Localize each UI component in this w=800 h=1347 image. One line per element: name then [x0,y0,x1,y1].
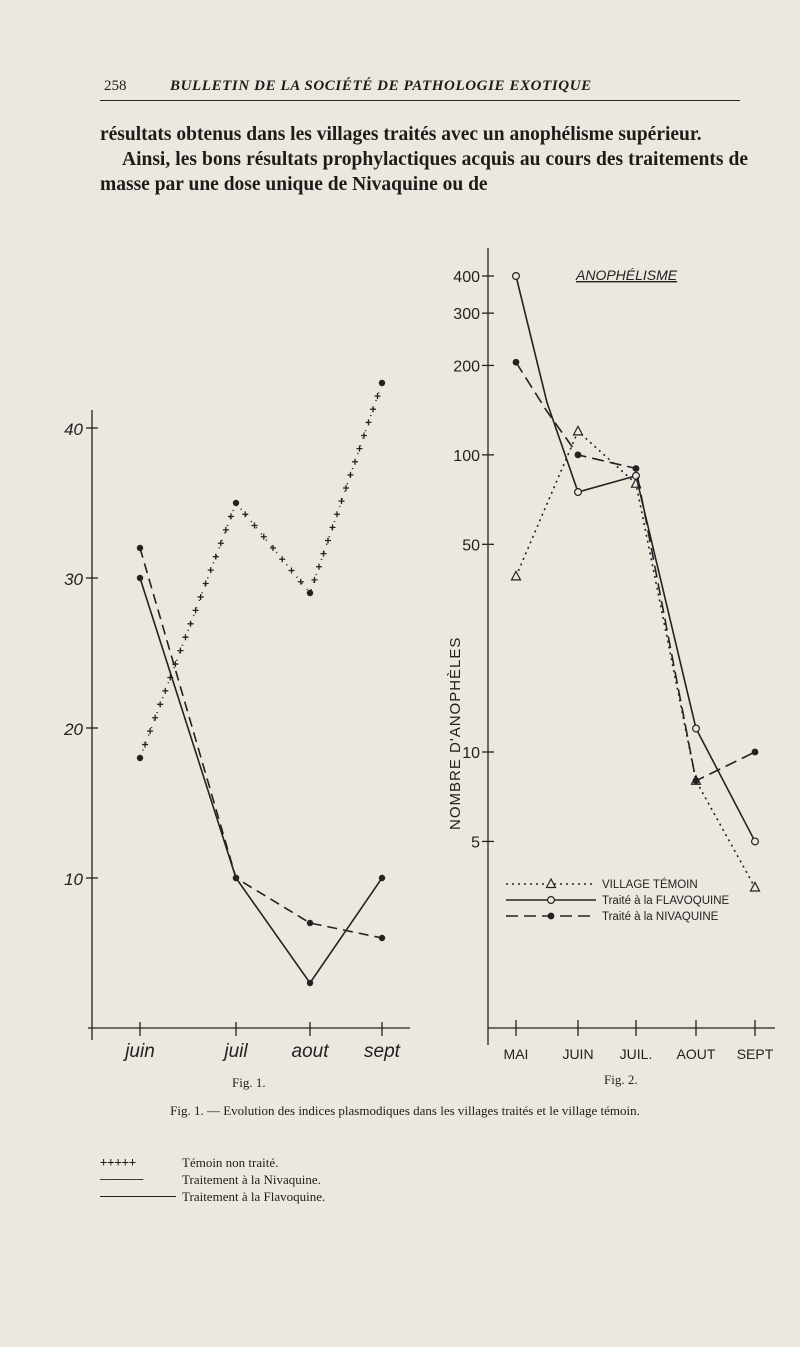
fig1-data-point [379,380,385,386]
fig1-data-point [379,935,385,941]
fig2-open-circle-marker [575,489,582,496]
fig1-series-line [140,383,382,758]
fig1-cross-marker [321,551,327,557]
fig1-yticks [63,420,98,889]
fig1-cross-marker [279,556,285,562]
fig2-triangle-marker [574,426,583,435]
fig2-legend [506,878,730,923]
fig1-cross-marker [152,715,158,721]
fig1-label: Fig. 1. [232,1075,266,1090]
fig2-filled-circle-marker [633,465,640,472]
fig2-series-line [516,276,755,841]
fig2-xtick-label: JUIN [562,1046,594,1062]
fig1-cross-marker [203,581,209,587]
fig1-data-point [233,875,239,881]
fig1-cross-marker [270,545,276,551]
fig1-cross-marker [343,485,349,491]
fig1-cross-marker [370,406,376,412]
fig1-cross-marker [198,594,204,600]
fig2-ytick-label: 10 [462,745,480,762]
fig1-cross-marker [142,742,148,748]
fig1-cross-marker [162,688,168,694]
fig1-data-point [137,575,143,581]
body-paragraph-1: résultats obtenus dans les villages traités avec un anophélisme supérieur. [100,124,702,145]
fig1-data-point [307,980,313,986]
fig1-xtick-label: juil [224,1041,248,1062]
page-number: 258 [104,78,127,94]
fig2-filled-circle-marker [752,749,759,756]
fig2-filled-circle-marker [575,451,582,458]
fig2-axes [488,248,775,1045]
fig2-ytick-label: 100 [453,447,480,465]
fig1-cross-marker [357,446,363,452]
fig1-ytick-label: 40 [64,420,83,439]
fig2-label: Fig. 2. [604,1072,638,1087]
fig2-triangle-marker [512,571,521,580]
fig2-legend-filled-circle [548,913,555,920]
fig1-data-point [307,920,313,926]
fig1-legend-row-control [100,1154,325,1171]
fig1-legend-row-flavoquine [100,1188,325,1205]
fig1-data-point [307,590,313,596]
fig1-cross-marker [330,524,336,530]
fig2-legend-label: VILLAGE TÉMOIN [602,879,698,891]
fig2-ytick-label: 400 [453,269,480,286]
fig2-open-circle-marker [752,838,759,845]
fig2-xtick-label: JUIL. [619,1046,653,1062]
legend-symbol-solid-line [100,1196,176,1197]
fig1-cross-marker [157,701,163,707]
fig1-cross-marker [213,554,219,560]
fig1-cross-marker [312,577,318,583]
journal-title: BULLETIN DE LA SOCIÉTÉ DE PATHOLOGIE EXOTIQUE [170,78,592,94]
fig2-xtick-label: AOUT [676,1046,716,1062]
fig1-cross-marker [147,728,153,734]
fig2-series [512,273,760,891]
fig2-open-circle-marker [513,273,520,280]
fig2-xtick-label: MAI [503,1046,529,1062]
fig2-ytick-label: 200 [453,358,480,376]
fig1-cross-marker [348,472,354,478]
legend-symbol-dashes: —————— [100,1172,144,1186]
fig1-cross-marker [366,419,372,425]
fig1-cross-marker [193,607,199,613]
fig1-cross-marker [298,579,304,585]
legend-label-nivaquine: Traitement à la Nivaquine. [182,1172,321,1187]
fig1-xtick-label: aout [291,1041,329,1062]
fig1-cross-marker [177,648,183,654]
fig1-cross-marker [361,433,367,439]
fig1-xtick-label: juin [125,1041,155,1062]
fig1-ytick-label: 10 [64,870,83,889]
fig1-cross-marker [289,568,295,574]
fig2-filled-circle-marker [693,777,700,784]
fig1-data-point [379,875,385,881]
fig1-cross-marker [339,498,345,504]
fig2-xticks [504,1020,774,1062]
legend-label-control: Témoin non traité. [182,1155,279,1170]
fig2-legend-label: Traité à la NIVAQUINE [602,911,719,923]
fig1-legend-row-nivaquine [100,1171,325,1188]
fig1-cross-marker [261,534,267,540]
fig1-data-point [233,500,239,506]
fig2-xtick-label: SEPT [736,1046,774,1062]
fig1-cross-marker [334,511,340,517]
fig1-series-line [140,578,382,983]
fig1-ytick-label: 20 [64,720,83,739]
fig1-cross-marker [325,538,331,544]
fig1-ytick-label: 30 [64,570,83,589]
fig2-filled-circle-marker [513,359,520,366]
fig2-series-line [516,431,755,887]
body-paragraph-2: Ainsi, les bons résultats prophylactiques acquis au cours des traitements de masse par une dose unique de Nivaquine ou de [100,149,748,195]
fig1-cross-marker [188,621,194,627]
fig1-cross-marker [242,511,248,517]
fig1-cross-marker [218,540,224,546]
fig1-caption: Fig. 1. — Evolution des indices plasmodiques dans les villages traités et le village témoin. [170,1103,640,1118]
fig2-ytick-label: 50 [462,537,480,555]
fig1-series [137,380,385,986]
legend-symbol-crosses: +++++ [100,1155,137,1169]
fig2-legend-label: Traité à la FLAVOQUINE [602,895,730,907]
fig1-cross-marker [182,634,188,640]
fig2-open-circle-marker [693,725,700,732]
fig1-data-point [137,545,143,551]
fig2-series-line [516,362,755,781]
fig1-series-line [140,548,382,938]
fig2-ylabel: NOMBRE D'ANOPHÈLES [447,636,464,830]
fig1-cross-marker [375,393,381,399]
fig2-legend-open-circle [548,897,555,904]
fig1-axes [88,410,410,1040]
fig2-title: ANOPHÉLISME [576,267,678,283]
legend-label-flavoquine: Traitement à la Flavoquine. [182,1189,326,1204]
fig2-triangle-marker [751,882,760,891]
fig1-cross-marker [223,527,229,533]
fig2-ytick-label: 300 [453,306,480,324]
fig1-cross-marker [228,513,234,519]
fig1-cross-marker [208,567,214,573]
fig1-legend [100,1154,325,1205]
fig1-cross-marker [352,459,358,465]
fig1-xtick-label: sept [364,1041,400,1062]
fig1-cross-marker [316,564,322,570]
fig1-data-point [137,755,143,761]
fig2-ytick-label: 5 [471,834,480,852]
